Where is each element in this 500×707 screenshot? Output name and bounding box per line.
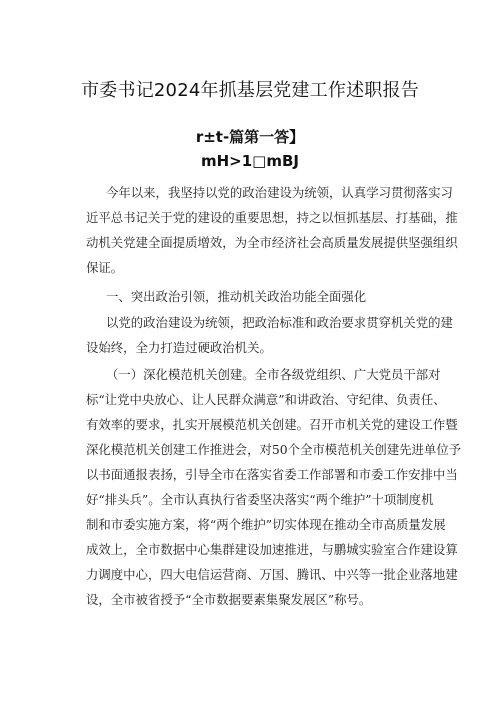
body-line: 力调度中心，四大电信运营商、万国、腾讯、中兴等一批企业落地建 — [86, 567, 458, 582]
document-title: 市委书记2024年抓基层党建工作述职报告 — [81, 80, 419, 101]
body-line: 以书面通报表扬，引导全市在落实省委工作部署和市委工作安排中当 — [86, 467, 458, 482]
body-line: 以党的政治建设为统领，把政治标准和政治要求贯穿机关党的建 — [106, 315, 453, 330]
body-line: 成效上，全市数据中心集群建设加速推进，与鹏城实验室合作建设算 — [86, 542, 458, 557]
body-line: 设始终，全力打造过硬政治机关。 — [86, 340, 272, 355]
body-line: 深化模范机关创建工作推进会，对50个全市模范机关创建先进单位予 — [86, 442, 462, 457]
body-line: 动机关党建全面提质增效，为全市经济社会高质量发展提供坚强组织 — [86, 235, 458, 250]
body-line: 近平总书记关于党的建设的重要思想，持之以恒抓基层、打基础，推 — [86, 210, 458, 225]
document-subtitle-line-1: r±t-篇第一答】 — [195, 128, 305, 146]
body-line: 有效率的要求，扎实开展模范机关创建。召开市机关党的建设工作暨 — [86, 417, 458, 432]
body-line: 设，全市被省授予“全市数据要素集聚发展区”称号。 — [86, 592, 372, 607]
body-line: 标“让党中央放心、让人民群众满意”和讲政治、守纪律、负责任、 — [86, 392, 446, 407]
document-subtitle-line-2: mH>1□mBJ — [200, 152, 299, 170]
body-line: 今年以来，我坚持以党的政治建设为统领，认真学习贯彻落实习 — [106, 185, 453, 200]
body-line: 好“排头兵”。全市认真执行省委坚决落实“两个维护”十项制度机 — [86, 492, 434, 507]
body-line: （一）深化模范机关创建。全市各级党组织、广大党员干部对 — [106, 367, 441, 382]
body-line: 保证。 — [86, 260, 124, 275]
body-line: 制和市委实施方案，将“两个维护”切实体现在推动全市高质量发展 — [86, 517, 446, 532]
section-heading: 一、突出政治引领，推动机关政治功能全面强化 — [106, 289, 367, 304]
